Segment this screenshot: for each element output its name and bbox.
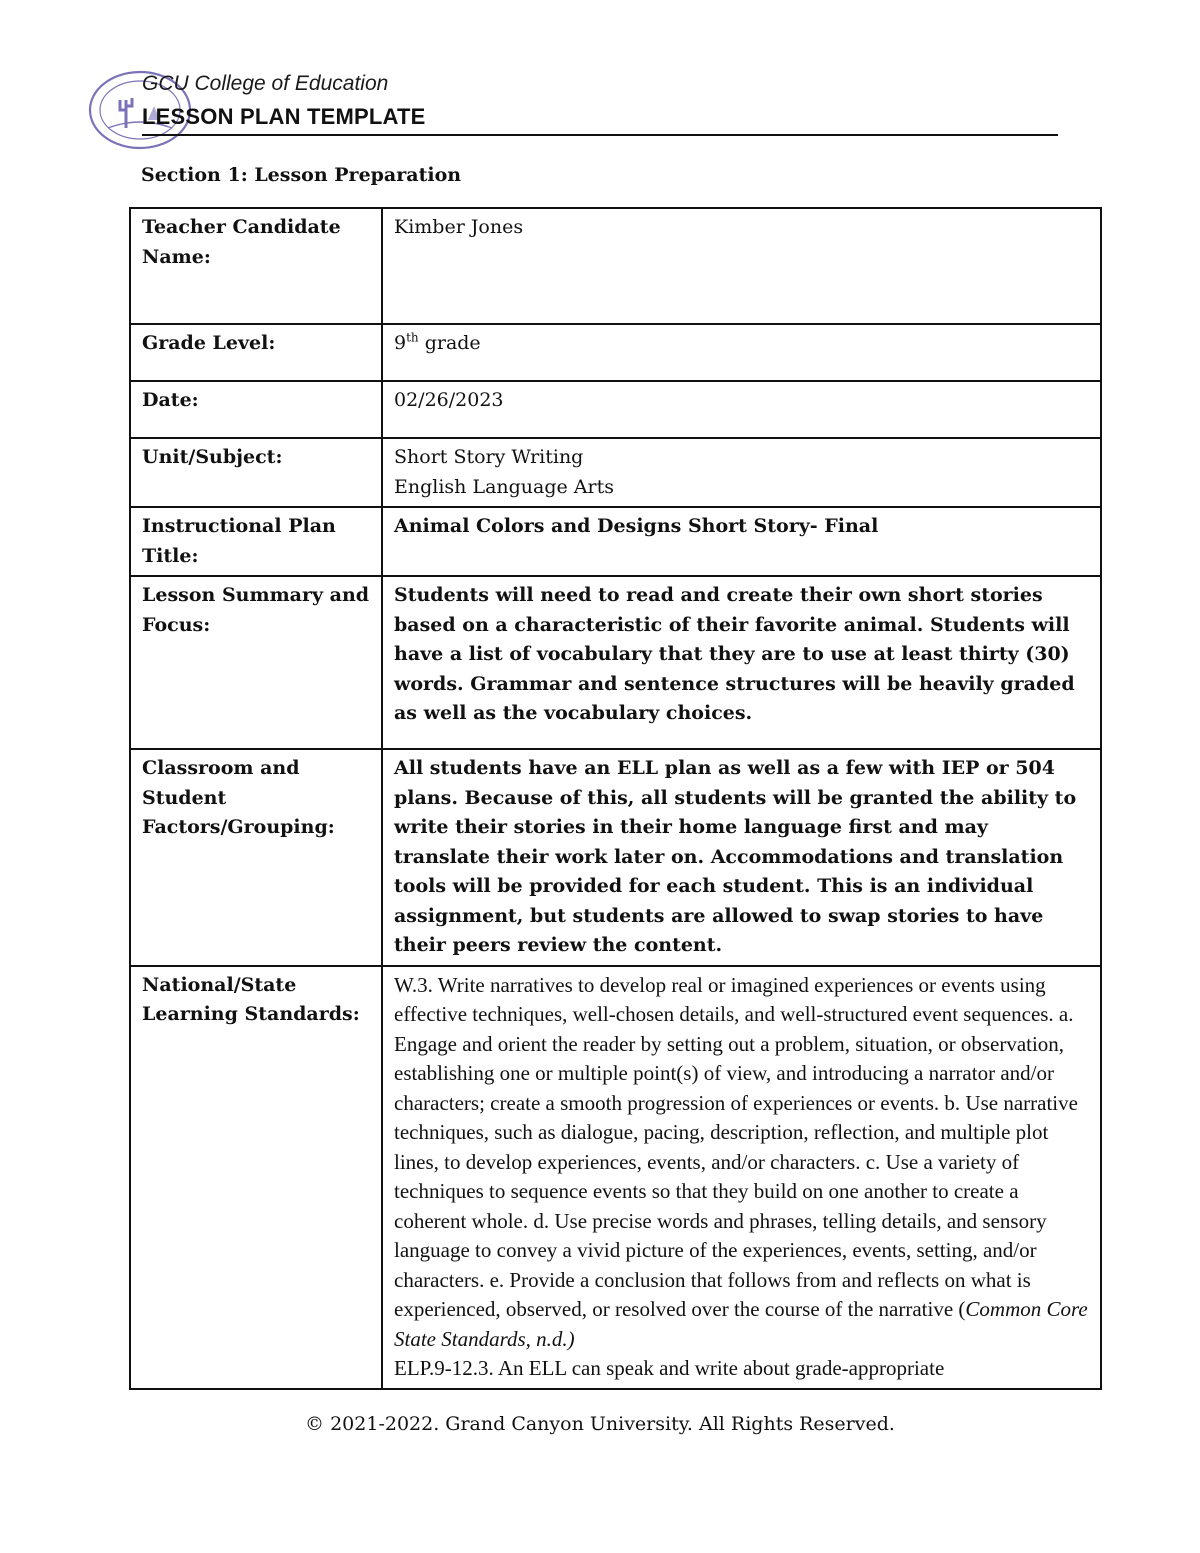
- label-teacher: Teacher Candidate Name:: [130, 208, 382, 324]
- value-teacher: Kimber Jones: [382, 208, 1101, 324]
- value-factors: All students have an ELL plan as well as a few with IEP or 504 plans. Because of this, all students will be granted the ability to write their stories in their home language first and may translate their work later on. Accommodations and translation tools will be provided for each student. This is an individual assignment, but students are allowed to swap stories to have their peers review the content.: [382, 749, 1101, 966]
- label-summary: Lesson Summary and Focus:: [130, 576, 382, 749]
- row-title: [130, 507, 1101, 576]
- standard-w3: W.3. Write narratives to develop real or imagined experiences or events using effective techniques, well-chosen details, and well-structured event sequences. a. Engage and orient the reader by setting out a problem, situation, or observation, establishing one or multiple point(s) of view, and introducing a narrator and/or characters; create a smooth progression of experiences or events. b. Use narrative techniques, such as dialogue, pacing, description, reflection, and multiple plot lines, to develop experiences, events, and/or characters. c. Use a variety of techniques to sequence events so that they build on one another to create a coherent whole. d. Use precise words and phrases, telling details, and sensory language to convey a vivid picture of the experiences, events, setting, and/or characters. e. Provide a conclusion that follows from and reflects on what is experienced, observed, or resolved over the course of the narrative (: [394, 972, 1078, 1321]
- value-standards: [382, 966, 1101, 1389]
- standard-citation: Common Core State Standards, n.d.): [394, 1297, 1088, 1351]
- value-grade: [382, 324, 1101, 381]
- grade-suffix: th: [406, 330, 419, 345]
- section-title: Section 1: Lesson Preparation: [141, 164, 462, 186]
- template-title: LESSON PLAN TEMPLATE: [142, 104, 426, 129]
- label-grade: Grade Level:: [130, 324, 382, 381]
- row-grade: [130, 324, 1101, 381]
- value-summary: Students will need to read and create their own short stories based on a characteristic of their favorite animal. Students will have a list of vocabulary that they are to use at least thirty (30) words. Grammar and sentence structures will be heavily graded as well as the vocabulary choices.: [382, 576, 1101, 749]
- row-summary: [130, 576, 1101, 749]
- org-name: GCU College of Education: [142, 72, 389, 95]
- label-unit: Unit/Subject:: [130, 438, 382, 507]
- label-date: Date:: [130, 381, 382, 438]
- header-rule: [142, 134, 1058, 136]
- unit-line-1: Short Story Writing: [394, 446, 584, 468]
- label-title: Instructional Plan Title:: [130, 507, 382, 576]
- grade-word: grade: [418, 332, 481, 354]
- label-standards: National/State Learning Standards:: [130, 966, 382, 1389]
- lesson-prep-table: [129, 207, 1102, 1390]
- standard-elp: ELP.9-12.3. An ELL can speak and write about grade-appropriate: [394, 1356, 945, 1380]
- row-date: [130, 381, 1101, 438]
- grade-number: 9: [394, 332, 407, 354]
- row-unit: [130, 438, 1101, 507]
- copyright-footer: © 2021-2022. Grand Canyon University. All Rights Reserved.: [305, 1413, 895, 1435]
- unit-line-2: English Language Arts: [394, 475, 614, 498]
- value-title: Animal Colors and Designs Short Story- Final: [382, 507, 1101, 576]
- row-teacher: [130, 208, 1101, 324]
- value-unit: [382, 438, 1101, 507]
- label-factors: Classroom and Student Factors/Grouping:: [130, 749, 382, 966]
- value-date: 02/26/2023: [382, 381, 1101, 438]
- row-standards: [130, 966, 1101, 1389]
- row-factors: [130, 749, 1101, 966]
